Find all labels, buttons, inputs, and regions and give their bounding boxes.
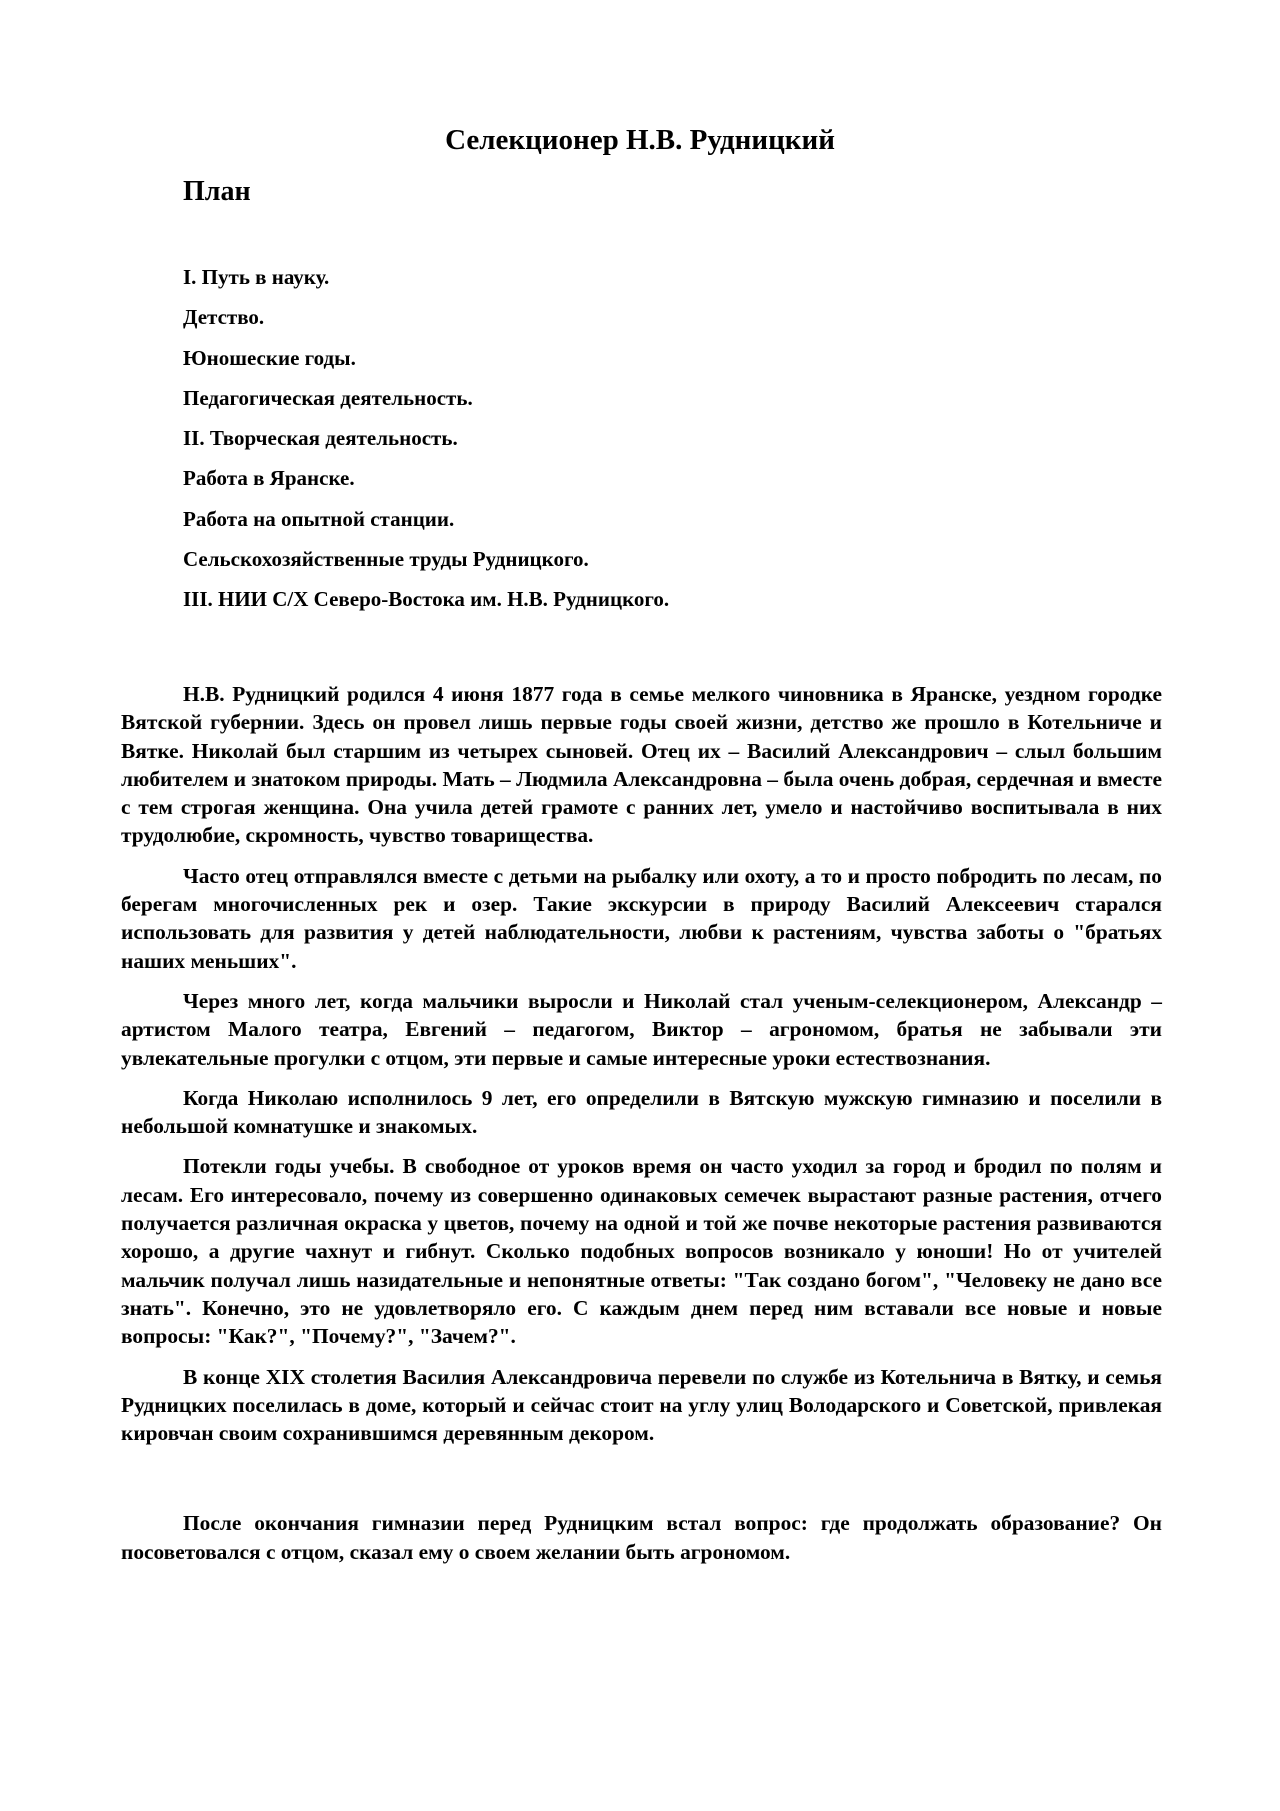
paragraph: Потекли годы учебы. В свободное от уроков время он часто уходил за город и бродил по полям и лесам. Его интересовало, почему из совершенно одинаковых семечек вырастают разные растения, отчего получается различная окраска у цветов, почему на одной и той же почве некоторые растения развиваются хорошо, а другие чахнут и гибнут. Сколько подобных вопросов возникало у юноши! Но от учителей мальчик получал лишь назидательные и непонятные ответы: "Так создано богом", "Человеку не дано все знать". Конечно, это не удовлетворяло его. С каждым днем перед ним вставали все новые и новые вопросы: "Как?", "Почему?", "Зачем?".	[121, 1154, 1162, 1349]
paragraph: Через много лет, когда мальчики выросли и Николай стал ученым-селекционером, Александр – артистом Малого театра, Евгений – педагогом, Виктор – агрономом, братья не забывали эти увлекательные прогулки с отцом, эти первые и самые интересные уроки естествознания.	[121, 988, 1162, 1070]
document-title: Селекционер Н.В. Рудницкий	[445, 124, 835, 156]
plan-item: Детство.	[183, 305, 265, 330]
body-text	[121, 680, 1162, 1578]
paragraph: Часто отец отправлялся вместе с детьми на рыбалку или охоту, а то и просто побродить по лесам, по берегам многочисленных рек и озер. Такие экскурсии в природу Василий Алексеевич старался использовать для развития у детей наблюдательности, любви к растениям, чувства заботы о "братьях наших меньших".	[121, 863, 1162, 973]
paragraph: Когда Николаю исполнилось 9 лет, его определили в Вятскую мужскую гимназию и поселили в небольшой комнатушке и знакомых.	[121, 1085, 1162, 1139]
paragraph: После окончания гимназии перед Рудницким встал вопрос: где продолжать образование? Он посоветовался с отцом, сказал ему о своем желании быть агрономом.	[121, 1511, 1162, 1564]
plan-item: Сельскохозяйственные труды Рудницкого.	[183, 547, 589, 572]
plan-heading: План	[183, 176, 251, 207]
plan-item: III. НИИ С/Х Северо-Востока им. Н.В. Рудницкого.	[183, 587, 670, 612]
paragraph: В конце XIX столетия Василия Александровича перевели по службе из Котельнича в Вятку, и семья Рудницких поселилась в доме, который и сейчас стоит на углу улиц Володарского и Советской, привлекая кировчан своим сохранившимся деревянным декором.	[121, 1364, 1162, 1446]
plan-item: Педагогическая деятельность.	[183, 385, 473, 410]
plan-item: Юношеские годы.	[183, 345, 356, 370]
plan-list	[183, 262, 1163, 625]
paragraph: Н.В. Рудницкий родился 4 июня 1877 года в семье мелкого чиновника в Яранске, уездном городке Вятской губернии. Здесь он провел лишь первые годы своей жизни, детство же прошло в Котельниче и Вятке. Николай был старшим из четырех сыновей. Отец их – Василий Александрович – слыл большим любителем и знатоком природы. Мать – Людмила Александровна – была очень добрая, сердечная и вместе с тем строгая женщина. Она учила детей грамоте с ранних лет, умело и настойчиво воспитывала в них трудолюбие, скромность, чувство товарищества.	[121, 682, 1162, 848]
plan-item: Работа на опытной станции.	[183, 506, 455, 531]
plan-item: Работа в Яранске.	[183, 466, 355, 491]
plan-item: I. Путь в науку.	[183, 265, 330, 289]
plan-item: II. Творческая деятельность.	[183, 426, 458, 451]
